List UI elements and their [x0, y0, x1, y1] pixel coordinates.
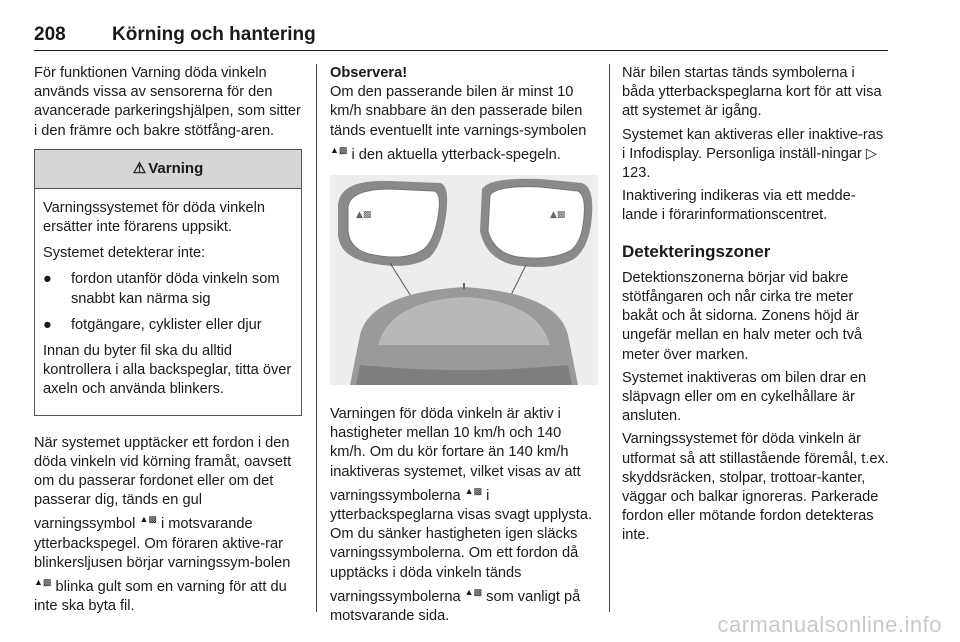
- bullet-icon: ●: [43, 271, 52, 288]
- intro-paragraph: För funktionen Varning döda vinkeln används vissa av sensorerna för den avancerade parkeringshjälpen, som sitter i den främre och bakre stötfång-aren.: [34, 65, 301, 139]
- note-paragraph: Om den passerande bilen är minst 10 km/h snabbare än den passerade bilen tänds eventuellt inte varnings-symbolen ▲▩ i den aktuella ytterback-spegeln.: [330, 84, 587, 163]
- body-paragraph: Inaktivering indikeras via ett medde-lande i förarinformationscentret.: [622, 188, 856, 224]
- warning-body: [35, 189, 301, 415]
- body-paragraph: Systemet inaktiveras om bilen drar en släpvagn eller om en cykelhållare är ansluten.: [622, 369, 867, 425]
- list-item: ● fotgängare, cyklister eller djur: [43, 316, 293, 335]
- warning-header: [35, 150, 301, 189]
- body-paragraph: Varningssystemet för döda vinkeln är utformat så att stillastående föremål, t.ex. skyddsräcken, stolpar, trottoar-kanter, väggar och balkar ignoreras. Parkerade fordon eller mötande fordon detekteras inte.: [622, 431, 889, 544]
- svg-text:▲▩: ▲▩: [550, 209, 566, 220]
- note-title: Observera!: [330, 65, 408, 81]
- page-title: Körning och hantering: [112, 24, 316, 45]
- page-reference-link[interactable]: 123.: [622, 165, 651, 182]
- body-paragraph: Systemet kan aktiveras eller inaktive-ras i Infodisplay. Personliga inställ-ningar ▷ 123.: [622, 126, 884, 182]
- warning-title: Varning: [148, 159, 204, 177]
- warning-box: [34, 149, 302, 416]
- warning-triangle-icon: ⚠: [132, 159, 147, 177]
- page-header: [34, 24, 888, 51]
- body-paragraph: När systemet upptäcker ett fordon i den döda vinkeln vid körning framåt, oavsett om du passerar fordonet eller om det passerar dig, tänds en gul varningssymbol ▲▩ i motsvarande ytterbackspegel. Om föraren aktive-rar blinkersljusen börjar varningssym-bolen ▲▩ blinka gult som en varning för att du inte ska byta fil.: [34, 434, 292, 614]
- blind-spot-symbol-icon: ▲▩: [34, 576, 52, 587]
- warning-text: Innan du byter fil ska du alltid kontrollera i alla backspeglar, titta över axeln och använda blinkers.: [43, 343, 292, 398]
- mirror-illustration: [330, 175, 598, 385]
- body-paragraph: Detektionszonerna börjar vid bakre stötfångaren och når cirka tre meter bakåt och åt sidorna. Zonens höjd är ungefär mellan en halv meter och två meter över marken.: [622, 269, 863, 363]
- reference-arrow-icon: ▷: [865, 145, 878, 162]
- svg-text:▲▩: ▲▩: [356, 209, 372, 220]
- warning-text: Systemet detekterar inte:: [43, 245, 206, 262]
- warning-text: Varningssystemet för döda vinkeln ersätter inte förarens uppsikt.: [43, 199, 265, 236]
- list-item: ● fordon utanför döda vinkeln som snabbt kan närma sig: [43, 271, 280, 307]
- page-number: 208: [34, 24, 66, 45]
- blind-spot-symbol-icon: ▲▩: [330, 144, 348, 155]
- section-heading: Detekteringszoner: [622, 241, 771, 261]
- column-left: [34, 64, 302, 620]
- body-paragraph: Varningen för döda vinkeln är aktiv i hastigheter mellan 10 km/h och 140 km/h. Om du kör fortare än 140 km/h inaktiveras systemet, vilket visas av att varningssymbolerna ▲▩ i ytterbackspeglarna visas svagt upplysta. Om du sänker hastigheten igen släcks varningssymbolerna. Om ett fordon då upptäcks i döda vinkeln tänds varningssymbolerna ▲▩ som vanligt på motsvarande sida.: [330, 406, 593, 624]
- column-right: [622, 64, 890, 550]
- blind-spot-symbol-icon: ▲▩: [464, 485, 483, 496]
- column-divider: [609, 64, 610, 612]
- column-middle: [330, 64, 598, 630]
- body-paragraph: När bilen startas tänds symbolerna i båda ytterbackspeglarna kort för att visa att systemet är igång.: [622, 65, 882, 120]
- column-divider: [316, 64, 317, 612]
- watermark-text: carmanualsonline.info: [717, 612, 942, 637]
- bullet-icon: ●: [43, 316, 52, 333]
- blind-spot-symbol-icon: ▲▩: [464, 586, 483, 597]
- blind-spot-symbol-icon: ▲▩: [139, 514, 157, 525]
